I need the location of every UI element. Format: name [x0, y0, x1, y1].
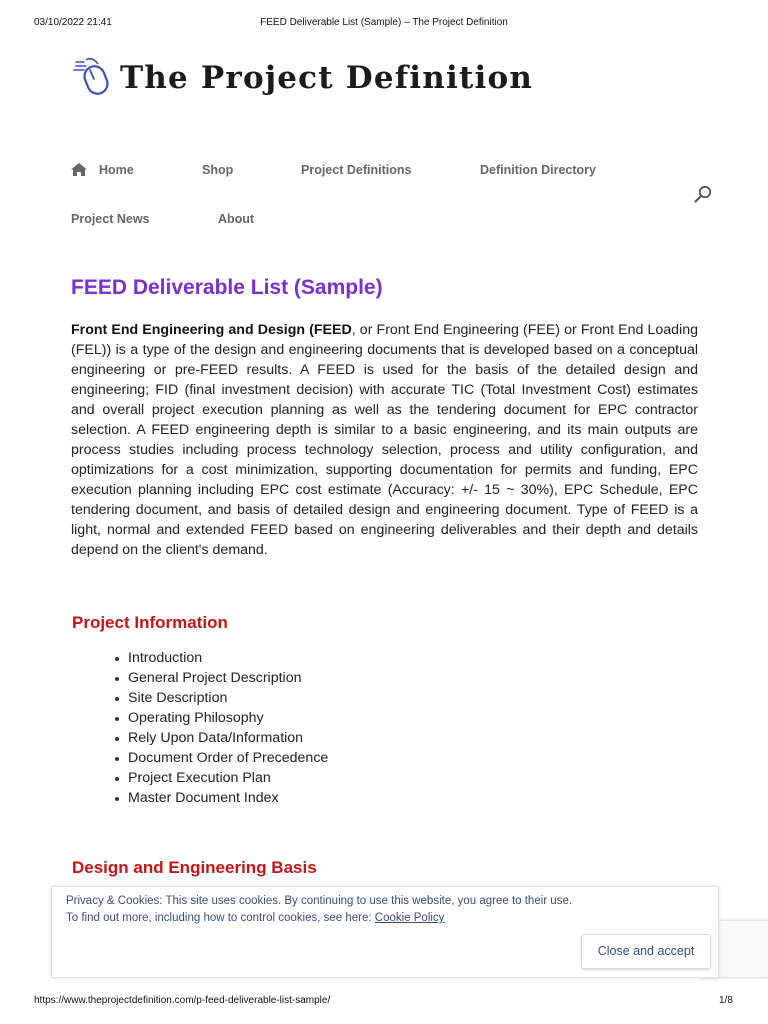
bullet-icon: [115, 797, 119, 801]
search-icon[interactable]: [694, 185, 712, 203]
list-item: [112, 648, 328, 668]
list-item: [112, 728, 328, 748]
list-item: [112, 708, 328, 728]
bullet-icon: [115, 717, 119, 721]
list-item-text: Operating Philosophy: [128, 710, 264, 726]
list-item-text: General Project Description: [128, 670, 302, 686]
print-title: FEED Deliverable List (Sample) – The Project Definition: [260, 17, 508, 28]
list-item-text: Site Description: [128, 690, 228, 706]
bullet-icon: [115, 677, 119, 681]
cookie-notice-text: Privacy & Cookies: This site uses cookies. By continuing to use this website, you agree to their use.: [66, 895, 573, 907]
intro-paragraph: [71, 320, 698, 560]
print-footer: [0, 995, 768, 1009]
list-item-text: Rely Upon Data/Information: [128, 730, 304, 746]
list-item-text: Introduction: [128, 650, 203, 666]
mouse-logo-icon: [72, 58, 114, 98]
close-and-accept-button[interactable]: Close and accept: [581, 934, 711, 969]
section-heading-design-engineering-basis: Design and Engineering Basis: [72, 858, 317, 877]
logo-text: The Project Definition: [120, 60, 534, 96]
intro-bold-term: Front End Engineering and Design (FEED: [71, 322, 352, 338]
list-item: [112, 748, 328, 768]
nav-item-shop[interactable]: Shop: [202, 163, 234, 177]
nav-item-project-news[interactable]: Project News: [71, 212, 150, 226]
list-item: [112, 688, 328, 708]
list-item: [112, 788, 328, 808]
bullet-icon: [115, 757, 119, 761]
list-item-text: Project Execution Plan: [128, 770, 271, 786]
nav-item-about[interactable]: About: [218, 212, 255, 226]
cookie-banner: [51, 886, 719, 978]
print-datetime: 03/10/2022 21:41: [34, 17, 112, 28]
bullet-icon: [115, 657, 119, 661]
page-title: FEED Deliverable List (Sample): [71, 276, 383, 299]
bullet-icon: [115, 777, 119, 781]
nav-item-project-definitions[interactable]: Project Definitions: [301, 163, 412, 177]
list-item: [112, 668, 328, 688]
home-icon[interactable]: [71, 163, 87, 176]
print-header: [0, 17, 768, 31]
bullet-icon: [115, 697, 119, 701]
cookie-policy-link[interactable]: Cookie Policy: [374, 912, 445, 924]
list-item-text: Document Order of Precedence: [128, 750, 329, 766]
print-url: https://www.theprojectdefinition.com/p-feed-deliverable-list-sample/: [34, 995, 331, 1006]
print-page-number: 1/8: [719, 995, 733, 1006]
list-item: [112, 768, 328, 788]
project-information-list: [112, 648, 328, 808]
cookie-more-info-text: To find out more, including how to control cookies, see here:: [66, 912, 375, 924]
nav-item-home[interactable]: Home: [99, 163, 134, 177]
cookie-more-info: [66, 912, 444, 924]
section-heading-project-information: Project Information: [72, 613, 228, 632]
site-logo[interactable]: [72, 58, 702, 98]
intro-text: , or Front End Engineering (FEE) or Front End Loading (FEL)) is a type of the design and engineering documents that is developed based on a conceptual engineering or pre-FEED results. A FEED is used for the basis of the detailed design and engineering; FID (final investment decision) with accurate TIC (Total Investment Cost) estimates and overall project execution planning as well as the tendering document for EPC contractor selection. A FEED engineering depth is similar to a basic engineering, and its main outputs are process studies including process technology selection, process and utility configuration, and optimizations for a cost minimization, supporting documentation for permits and funding, EPC execution planning including EPC cost estimate (Accuracy: +/- 15 ~ 30%), EPC Schedule, EPC tendering document, and basis of detailed design and engineering document. Type of FEED is a light, normal and extended FEED based on engineering deliverables and their depth and details depend on the client's demand.: [71, 322, 698, 558]
bullet-icon: [115, 737, 119, 741]
list-item-text: Master Document Index: [128, 790, 279, 806]
nav-item-definition-directory[interactable]: Definition Directory: [480, 163, 596, 177]
